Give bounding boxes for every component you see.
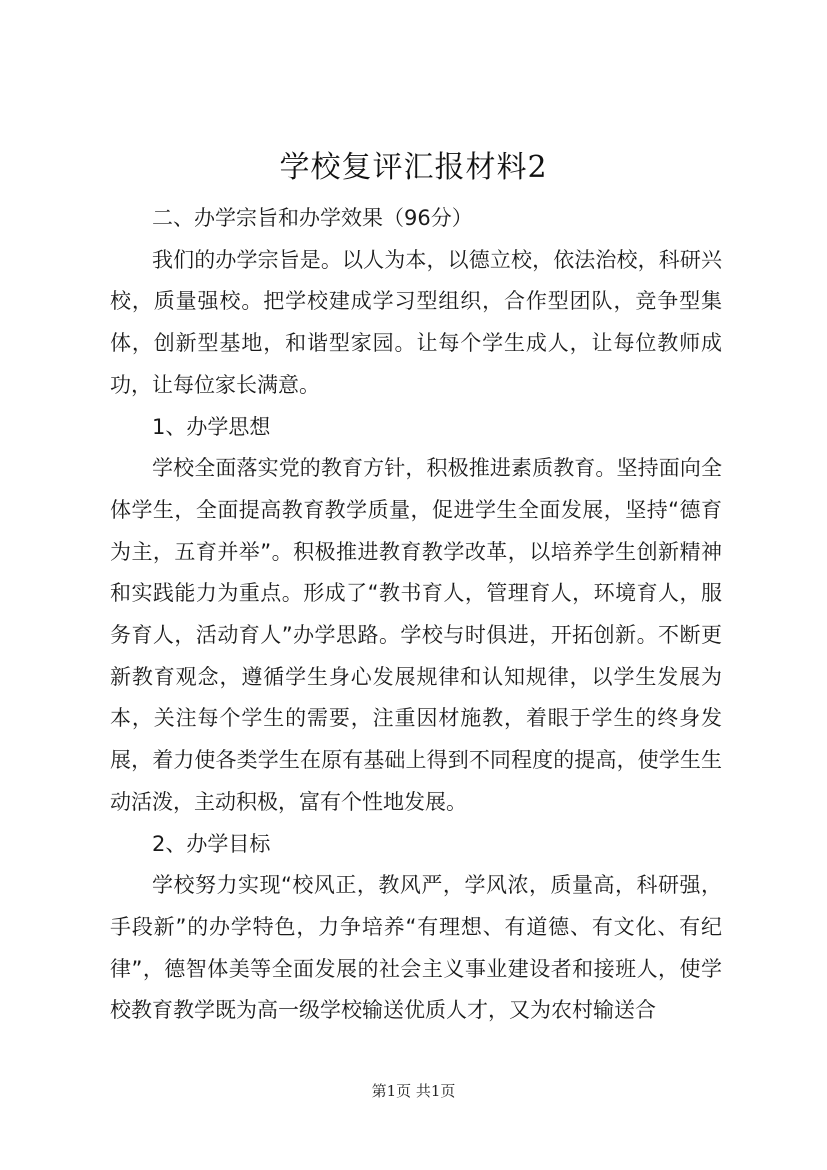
document-body (110, 198, 722, 1032)
section-heading-philosophy: 1、办学思想 (152, 414, 271, 439)
paragraph-purpose: 我们的办学宗旨是。以人为本，以德立校，依法治校，科研兴校，质量强校。把学校建成学习型组织，合作型团队，竞争型集体，创新型基地，和谐型家园。让每个学生成人，让每位教师成功，让每位家长满意。 (110, 247, 722, 397)
document-title: 学校复评汇报材料2 (279, 150, 548, 185)
paragraph-goals: 学校努力实现“校风正，教风严，学风浓，质量高，科研强，手段新”的办学特色，力争培养“有理想、有道德、有文化、有纪律”，德智体美等全面发展的社会主义事业建设者和接班人，使学校教育教学既为高一级学校输送优质人才，又为农村输送合 (110, 873, 722, 1023)
section-heading-goals: 2、办学目标 (152, 831, 271, 856)
paragraph-philosophy: 学校全面落实党的教育方针，积极推进素质教育。坚持面向全体学生，全面提高教育教学质量，促进学生全面发展，坚持“德育为主，五育并举”。积极推进教育教学改革，以培养学生创新精神和实践能力为重点。形成了“教书育人，管理育人，环境育人，服务育人，活动育人”办学思路。学校与时俱进，开拓创新。不断更新教育观念，遵循学生身心发展规律和认知规律，以学生发展为本，关注每个学生的需要，注重因材施教，着眼于学生的终身发展，着力使各类学生在原有基础上得到不同程度的提高，使学生生动活泼，主动积极，富有个性地发展。 (110, 456, 722, 814)
page-number-footer: 第1页 共1页 (371, 1082, 456, 1100)
section-heading-purpose: 二、办学宗旨和办学效果（96分） (152, 206, 473, 230)
